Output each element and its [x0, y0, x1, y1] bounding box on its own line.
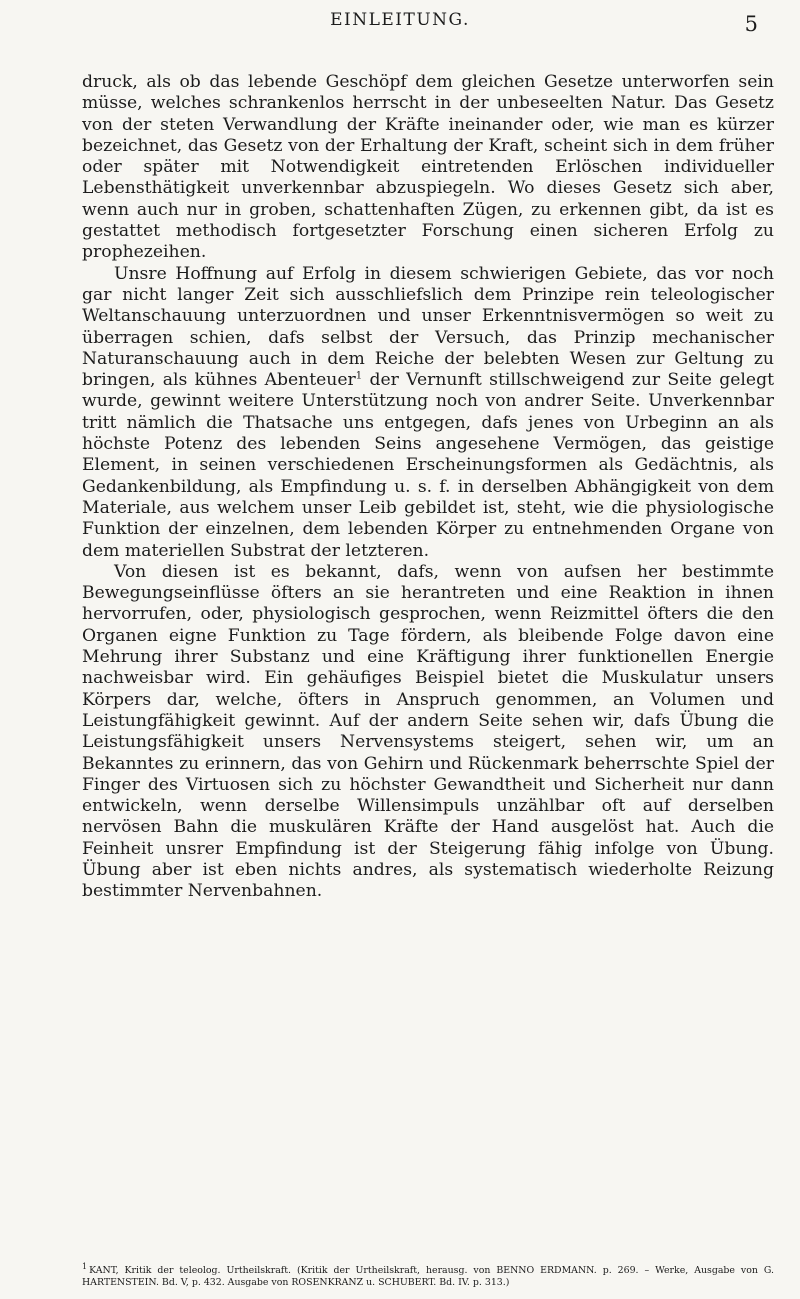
- page-header: [0, 10, 800, 40]
- paragraph-text: der Vernunft stillschweigend zur Seite gelegt wurde, gewinnt weitere Unterstützung noch von andrer Seite. Unverkennbar tritt nämlich die Thatsache uns entgegen, dafs jenes von Urbeginn an als höchste Potenz des lebenden Seins angesehene Vermögen, das geistige Element, in seinen verschiedenen Erscheinungsformen als Gedächtnis, als Gedankenbildung, als Empfindung u. s. f. in derselben Abhängigkeit von dem Materiale, aus welchem unser Leib gebildet ist, steht, wie die physiologische Funktion der einzelnen, dem lebenden Körper zu entnehmenden Organe von dem materiellen Substrat der letzteren.: [82, 370, 774, 561]
- paragraph: [82, 72, 774, 264]
- paragraph: [82, 562, 774, 903]
- running-title: EINLEITUNG.: [330, 10, 470, 30]
- paragraph-text: Unsre Hoffnung auf Erfolg in diesem schwierigen Gebiete, das vor noch gar nicht langer Zeit sich ausschliefslich dem Prinzipe rein teleologischer Weltanschauung unterzuordnen und unser Erkenntnisvermögen so weit zu überragen schien, dafs selbst der Versuch, das Prinzip mechanischer Naturanschauung auch in dem Reiche der belebten Wesen zur Geltung zu bringen, als kühnes Abenteuer: [82, 263, 774, 391]
- footnote-number: 1: [82, 1262, 88, 1271]
- paragraph: [82, 264, 774, 562]
- footnote-text: KANT, Kritik der teleolog. Urtheilskraft. (Kritik der Urtheilskraft, herausg. von BENNO ERDMANN. p. 269. – Werke, Ausgabe von G. HARTENSTEIN. Bd. V, p. 432. Ausgabe von ROSENKRANZ u. SCHUBERT. Bd. IV. p. 313.): [82, 1265, 774, 1289]
- footnote: [82, 1261, 774, 1289]
- paragraph-text: druck, als ob das lebende Geschöpf dem gleichen Gesetze unterworfen sein müsse, welches schrankenlos herrscht in der unbeseelten Natur. Das Gesetz von der steten Verwandlung der Kräfte ineinander oder, wie man es kürzer bezeichnet, das Gesetz von der Erhaltung der Kraft, scheint sich in dem früher oder später mit Notwendigkeit eintretenden Erlöschen individueller Lebensthätigkeit unverkennbar abzuspiegeln. Wo dieses Gesetz sich aber, wenn auch nur in groben, schattenhaften Zügen, zu erkennen gibt, da ist es gestattet methodisch fortgesetzter Forschung einen sicheren Erfolg zu prophezeihen.: [82, 72, 774, 263]
- footnote-reference[interactable]: 1: [355, 370, 363, 382]
- body-text: [82, 72, 774, 903]
- paragraph-text: Von diesen ist es bekannt, dafs, wenn von aufsen her bestimmte Bewegungseinflüsse öfters an sie herantreten und eine Reaktion in ihnen hervorrufen, oder, physiologisch gesprochen, wenn Reizmittel öfters die den Organen eigne Funktion zu Tage fördern, als bleibende Folge davon eine Mehrung ihrer Substanz und eine Kräftigung ihrer funktionellen Energie nachweisbar wird. Ein gehäufiges Beispiel bietet die Muskulatur unsers Körpers dar, welche, öfters in Anspruch genommen, an Volumen und Leistungfähigkeit gewinnt. Auf der andern Seite sehen wir, dafs Übung die Leistungsfähigkeit unsers Nervensystems steigert, sehen wir, um an Bekanntes zu erinnern, das von Gehirn und Rückenmark beherrschte Spiel der Finger des Virtuosen sich zu höchster Gewandtheit und Sicherheit nur dann entwickeln, wenn derselbe Willensimpuls unzählbar oft auf derselben nervösen Bahn die muskulären Kräfte der Hand ausgelöst hat. Auch die Feinheit unsrer Empfindung ist der Steigerung fähig infolge von Übung. Übung aber ist eben nichts andres, als systematisch wiederholte Reizung bestimmter Nervenbahnen.: [82, 561, 774, 902]
- page-number: 5: [744, 12, 758, 36]
